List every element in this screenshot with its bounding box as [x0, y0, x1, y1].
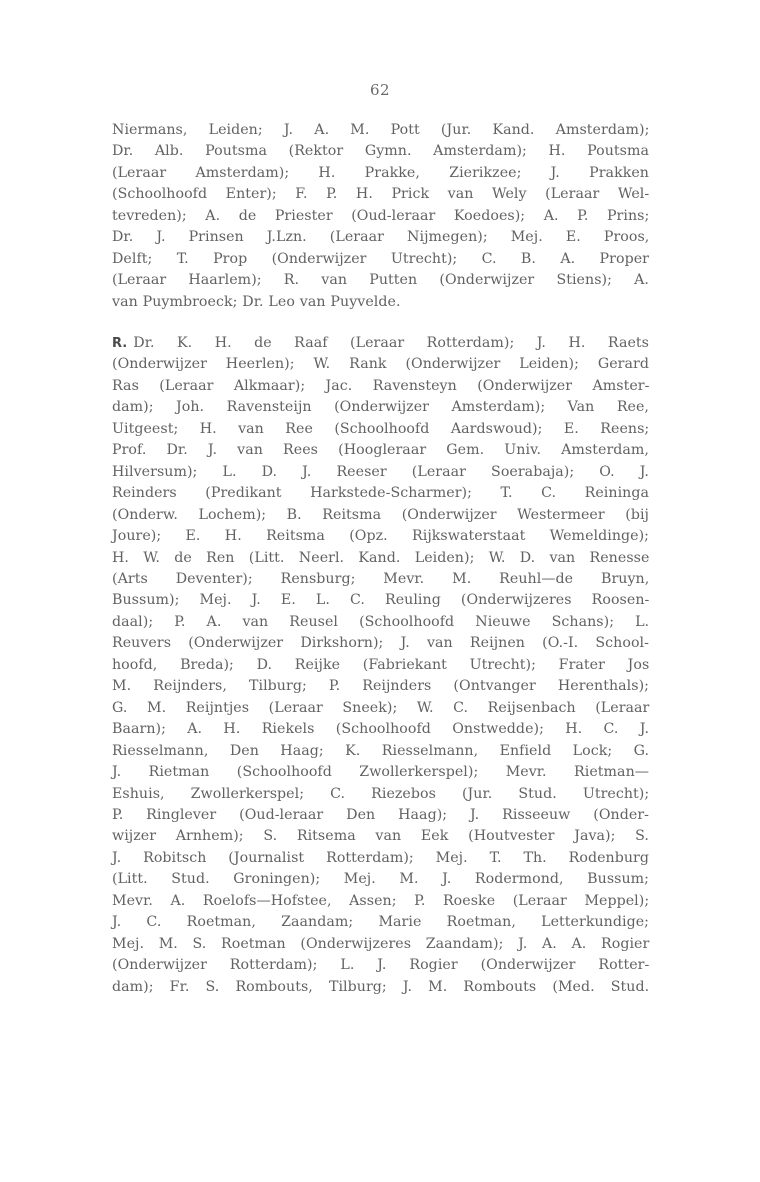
text-line: Riesselmann, Den Haag; K. Riesselmann, Enfield Lock; G.	[112, 742, 650, 759]
text-line: J. Robitsch (Journalist Rotterdam); Mej. T. Th. Rodenburg	[112, 849, 649, 866]
text-line: wijzer Arnhem); S. Ritsema van Eek (Houtvester Java); S.	[112, 828, 649, 845]
text-line: Eshuis, Zwollerkerspel; C. Riezebos (Jur. Stud. Utrecht);	[112, 785, 650, 802]
text-line: Ras (Leraar Alkmaar); Jac. Ravensteyn (Onderwijzer Amster-	[112, 377, 650, 394]
text-line: (Leraar Amsterdam); H. Prakke, Zierikzee; J. Prakken	[112, 164, 649, 181]
text-line: G. M. Reijntjes (Leraar Sneek); W. C. Reijsenbach (Leraar	[112, 699, 650, 716]
text-line: Dr. J. Prinsen J.Lzn. (Leraar Nijmegen); Mej. E. Proos,	[112, 229, 650, 246]
text-line: (Litt. Stud. Groningen); Mej. M. J. Rodermond, Bussum;	[112, 871, 649, 888]
text-line: P. Ringlever (Oud-leraar Den Haag); J. Risseeuw (Onder-	[112, 806, 649, 823]
text-line-first	[112, 333, 649, 354]
text-line: Niermans, Leiden; J. A. M. Pott (Jur. Kand. Amsterdam);	[112, 122, 650, 138]
text-line: J. Rietman (Schoolhoofd Zwollerkerspel); Mevr. Rietman—	[112, 764, 649, 781]
text-line: M. Reijnders, Tilburg; P. Reijnders (Ontvanger Herenthals);	[112, 678, 649, 695]
text-line: J. C. Roetman, Zaandam; Marie Roetman, Letterkundige;	[112, 914, 649, 931]
text-line: Uitgeest; H. van Ree (Schoolhoofd Aardswoud); E. Reens;	[112, 420, 650, 437]
page-number: 62	[369, 81, 391, 99]
text-line: (Schoolhoofd Enter); F. P. H. Prick van Wely (Leraar Wel-	[112, 186, 650, 203]
text-line: Bussum); Mej. J. E. L. C. Reuling (Onderwijzeres Roosen-	[112, 592, 650, 609]
text-line: Hilversum); L. D. J. Reeser (Leraar Soerabaja); O. J.	[112, 463, 649, 480]
text-line: Mevr. A. Roelofs—Hofstee, Assen; P. Roeske (Leraar Meppel);	[112, 892, 650, 909]
text-line: H. W. de Ren (Litt. Neerl. Kand. Leiden); W. D. van Renesse	[112, 549, 650, 566]
text-line: (Onderw. Lochem); B. Reitsma (Onderwijzer Westermeer (bij	[112, 506, 649, 523]
paragraph-p-continuation	[112, 120, 649, 313]
text-line: (Leraar Haarlem); R. van Putten (Onderwijzer Stiens); A.	[112, 272, 649, 289]
text-line: tevreden); A. de Priester (Oud-leraar Koedoes); A. P. Prins;	[112, 207, 650, 224]
text-line: Reinders (Predikant Harkstede-Scharmer); T. C. Reininga	[112, 485, 649, 502]
text-line: Baarn); A. H. Riekels (Schoolhoofd Onstwedde); H. C. J.	[112, 721, 649, 738]
text-line: (Onderwijzer Heerlen); W. Rank (Onderwijzer Leiden); Gerard	[112, 356, 649, 373]
text-line: Dr. Alb. Poutsma (Rektor Gymn. Amsterdam); H. Poutsma	[112, 143, 649, 160]
text-line: Reuvers (Onderwijzer Dirkshorn); J. van Reijnen (O.-I. School-	[112, 635, 649, 652]
text-line: Mej. M. S. Roetman (Onderwijzeres Zaandam); J. A. A. Rogier	[112, 935, 650, 952]
text-line: Delft; T. Prop (Onderwijzer Utrecht); C. B. A. Proper	[112, 250, 649, 267]
text-line: dam); Joh. Ravensteijn (Onderwijzer Amsterdam); Van Ree,	[112, 399, 649, 416]
text-line-first-rest: Dr. K. H. de Raaf (Leraar Rotterdam); J. H. Raets	[133, 335, 649, 351]
text-line: (Onderwijzer Rotterdam); L. J. Rogier (Onderwijzer Rotter-	[112, 957, 650, 974]
text-line: daal); P. A. van Reusel (Schoolhoofd Nieuwe Schans); L.	[112, 613, 650, 630]
paragraph-section-r	[112, 333, 649, 998]
text-line: Prof. Dr. J. van Rees (Hoogleraar Gem. Univ. Amsterdam,	[112, 442, 649, 459]
text-line: Joure); E. H. Reitsma (Opz. Rijkswaterstaat Wemeldinge);	[112, 528, 649, 545]
section-letter-r: R.	[112, 336, 128, 351]
text-line: van Puymbroeck; Dr. Leo van Puyvelde.	[112, 293, 401, 310]
text-line: hoofd, Breda); D. Reijke (Fabriekant Utrecht); Frater Jos	[112, 656, 650, 673]
text-line: dam); Fr. S. Rombouts, Tilburg; J. M. Rombouts (Med. Stud.	[112, 978, 650, 995]
text-line: (Arts Deventer); Rensburg; Mevr. M. Reuhl—de Bruyn,	[112, 570, 650, 587]
